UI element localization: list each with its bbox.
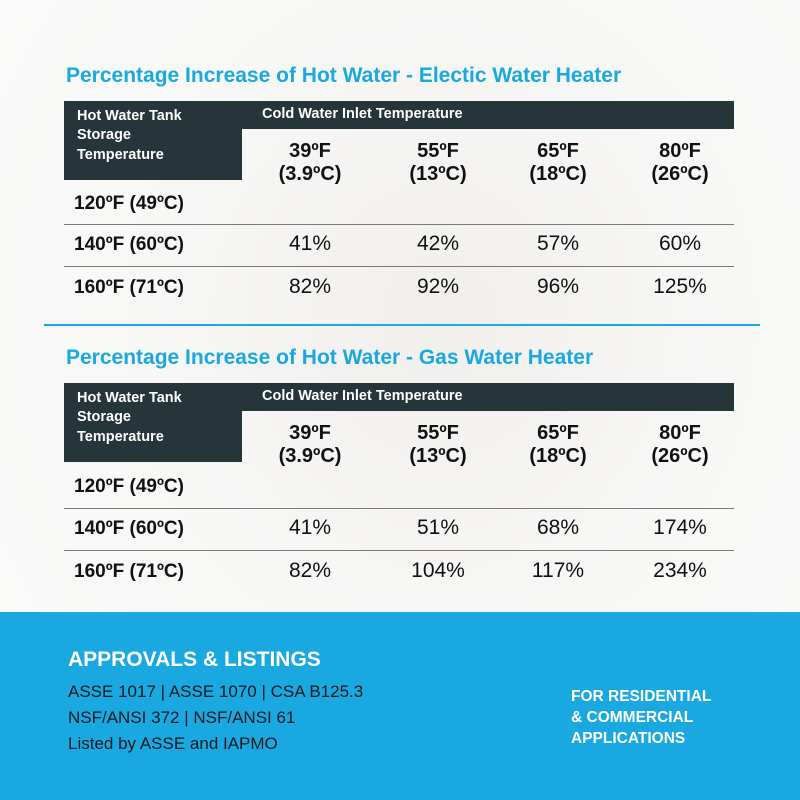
row-divider: [64, 224, 734, 225]
col-f-value: 39ºF: [289, 140, 331, 162]
col-39f-header: [255, 140, 365, 186]
applications-line-1: FOR RESIDENTIAL: [571, 688, 712, 705]
col-55f-header: [383, 422, 493, 468]
row-divider: [64, 550, 734, 551]
col-f-value: 80ºF: [659, 140, 701, 162]
table-cell: 96%: [536, 275, 580, 298]
storage-temp-label-1: Hot Water Tank: [77, 108, 182, 124]
storage-temp-label-2: Storage: [77, 409, 131, 425]
inlet-temp-label: Cold Water Inlet Temperature: [262, 388, 463, 404]
table-cell: 125%: [653, 275, 707, 298]
electric-table-title: Percentage Increase of Hot Water - Electic Water Heater: [66, 64, 622, 87]
row-label-140f: 140ºF (60ºC): [74, 234, 184, 255]
table-cell: 82%: [288, 559, 332, 582]
storage-temp-label-3: Temperature: [77, 147, 164, 163]
table-cell: 174%: [653, 516, 707, 539]
table-cell: 117%: [531, 559, 585, 582]
table-cell: 41%: [288, 232, 332, 255]
row-label-120f: 120ºF (49ºC): [74, 476, 184, 497]
col-c-value: (3.9ºC): [278, 445, 342, 467]
table-cell: 92%: [416, 275, 460, 298]
approvals-title: APPROVALS & LISTINGS: [68, 648, 321, 671]
col-c-value: (26ºC): [651, 163, 709, 185]
table-cell: 57%: [536, 232, 580, 255]
col-80f-header: [625, 140, 735, 186]
gas-table-title: Percentage Increase of Hot Water - Gas Water Heater: [66, 346, 594, 369]
approvals-line-3: Listed by ASSE and IAPMO: [68, 734, 278, 753]
row-divider: [64, 266, 734, 267]
col-c-value: (13ºC): [409, 163, 467, 185]
storage-temp-label-3: Temperature: [77, 429, 164, 445]
col-f-value: 80ºF: [659, 422, 701, 444]
inlet-temp-label: Cold Water Inlet Temperature: [262, 106, 463, 122]
electric-table-section: [0, 0, 800, 320]
col-65f-header: [503, 422, 613, 468]
col-f-value: 39ºF: [289, 422, 331, 444]
col-c-value: (18ºC): [529, 445, 587, 467]
table-cell: 42%: [416, 232, 460, 255]
col-39f-header: [255, 422, 365, 468]
row-label-120f: 120ºF (49ºC): [74, 193, 184, 214]
approvals-line-2: NSF/ANSI 372 | NSF/ANSI 61: [68, 708, 296, 727]
gas-table-section: [0, 282, 800, 602]
col-f-value: 55ºF: [417, 140, 459, 162]
storage-temp-label-2: Storage: [77, 127, 131, 143]
table-cell: 104%: [411, 559, 465, 582]
approvals-line-1: ASSE 1017 | ASSE 1070 | CSA B125.3: [68, 682, 364, 701]
row-label-140f: 140ºF (60ºC): [74, 518, 184, 539]
col-c-value: (26ºC): [651, 445, 709, 467]
col-f-value: 65ºF: [537, 422, 579, 444]
table-cell: 234%: [653, 559, 707, 582]
row-divider: [64, 508, 734, 509]
col-c-value: (18ºC): [529, 163, 587, 185]
col-c-value: (13ºC): [409, 445, 467, 467]
applications-line-3: APPLICATIONS: [571, 730, 686, 747]
row-label-160f: 160ºF (71ºC): [74, 561, 184, 582]
table-cell: 68%: [536, 516, 580, 539]
applications-line-2: & COMMERCIAL: [571, 709, 694, 726]
col-c-value: (3.9ºC): [278, 163, 342, 185]
col-55f-header: [383, 140, 493, 186]
table-cell: 51%: [416, 516, 460, 539]
col-80f-header: [625, 422, 735, 468]
table-cell: 82%: [288, 275, 332, 298]
col-f-value: 65ºF: [537, 140, 579, 162]
approvals-footer: [0, 612, 800, 800]
col-f-value: 55ºF: [417, 422, 459, 444]
table-cell: 60%: [658, 232, 702, 255]
row-label-160f: 160ºF (71ºC): [74, 277, 184, 298]
col-65f-header: [503, 140, 613, 186]
storage-temp-label-1: Hot Water Tank: [77, 390, 182, 406]
table-cell: 41%: [288, 516, 332, 539]
